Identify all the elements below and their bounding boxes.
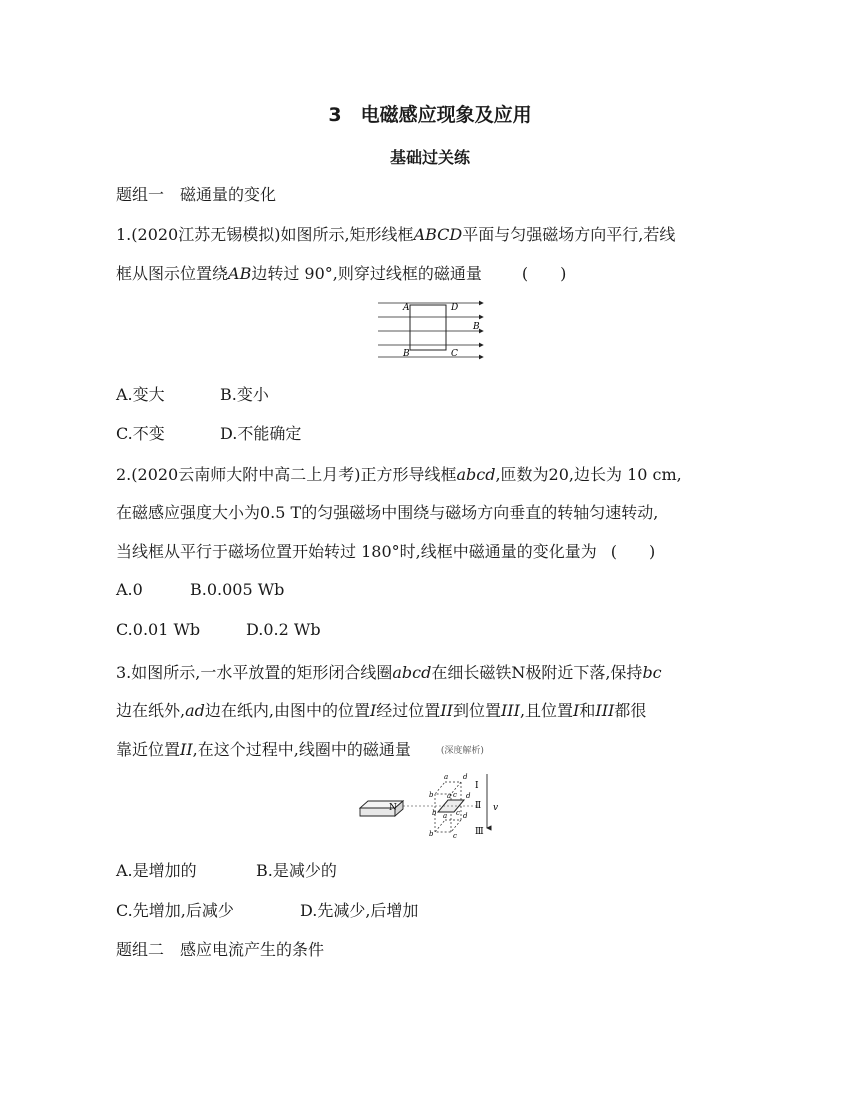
corner-label-c: c — [453, 832, 457, 840]
label-field-b: B — [473, 322, 480, 332]
corner-label-b: b — [432, 809, 437, 817]
corner-label-b: b — [429, 830, 434, 838]
page-title: 3 电磁感应现象及应用 — [328, 104, 532, 126]
q3-option-c[interactable]: C.先增加,后减少 — [116, 901, 234, 920]
corner-label-a: a — [447, 792, 452, 800]
group1-heading: 题组一 磁通量的变化 — [116, 185, 277, 204]
q3-stem-line2: 边在纸外,ad边在纸内,由图中的位置I经过位置II到位置III,且位置I和III都很 — [116, 701, 647, 720]
q3-option-a[interactable]: A.是增加的 — [116, 861, 197, 880]
q1-answer-paren: ( ) — [521, 264, 567, 283]
corner-label-c: c — [453, 791, 457, 799]
label-c: C — [451, 349, 458, 359]
label-d: D — [451, 303, 459, 313]
q2-option-c[interactable]: C.0.01 Wb — [116, 620, 201, 639]
q3-stem-line3: 靠近位置II,在这个过程中,线圈中的磁通量 (深度解析) — [116, 740, 484, 759]
corner-label-d: d — [463, 773, 468, 781]
q1-stem-line2: 框从图示位置绕AB边转过 90°,则穿过线框的磁通量 ( ) — [116, 261, 566, 284]
corner-label-d: d — [463, 812, 468, 820]
label-a: A — [403, 303, 410, 313]
q3-stem-line1: 3.如图所示,一水平放置的矩形闭合线圈abcd在细长磁铁N极附近下落,保持bc — [116, 663, 662, 682]
q3-option-d[interactable]: D.先减少,后增加 — [300, 901, 419, 920]
position-2-label: Ⅱ — [475, 801, 482, 811]
bar-magnet — [360, 801, 403, 816]
q2-stem-line1: 2.(2020云南师大附中高二上月考)正方形导线框abcd,匝数为20,边长为 10 cm, — [116, 465, 682, 484]
q1-figure — [375, 295, 490, 360]
q1-stem-line1: 1.(2020江苏无锡模拟)如图所示,矩形线框ABCD平面与匀强磁场方向平行,若线 — [116, 225, 676, 244]
q2-option-d[interactable]: D.0.2 Wb — [246, 620, 321, 639]
position-3-label: Ⅲ — [475, 827, 484, 837]
q2-answer-paren: ( ) — [610, 542, 656, 561]
q1-option-b[interactable]: B.变小 — [220, 385, 269, 404]
section-subtitle: 基础过关练 — [389, 148, 470, 167]
corner-label-b: b — [429, 791, 434, 799]
q1-option-a[interactable]: A.变大 — [116, 385, 165, 404]
corner-label-a: a — [443, 812, 448, 820]
corner-label-d: d — [466, 792, 471, 800]
group2-heading: 题组二 感应电流产生的条件 — [116, 940, 325, 959]
q1-option-d[interactable]: D.不能确定 — [220, 424, 302, 443]
corner-label-c: c — [456, 809, 460, 817]
q3-option-b[interactable]: B.是减少的 — [256, 861, 337, 880]
q2-stem-line2: 在磁感应强度大小为0.5 T的匀强磁场中围绕与磁场方向垂直的转轴匀速转动, — [116, 503, 659, 522]
q3-figure — [355, 768, 515, 843]
deep-analysis-tag: (深度解析) — [440, 746, 484, 756]
coil-position-3 — [435, 820, 461, 832]
q2-option-b[interactable]: B.0.005 Wb — [190, 580, 285, 599]
magnet-n-label: N — [389, 803, 397, 813]
rectangular-frame — [410, 305, 446, 350]
label-b: B — [403, 349, 410, 359]
position-1-label: Ⅰ — [475, 781, 479, 791]
q2-stem-line3: 当线框从平行于磁场位置开始转过 180°时,线框中磁通量的变化量为 ( ) — [116, 539, 655, 562]
corner-label-a: a — [444, 773, 449, 781]
q2-option-a[interactable]: A.0 — [116, 580, 143, 599]
q1-option-c[interactable]: C.不变 — [116, 424, 165, 443]
velocity-label: v — [493, 803, 499, 813]
